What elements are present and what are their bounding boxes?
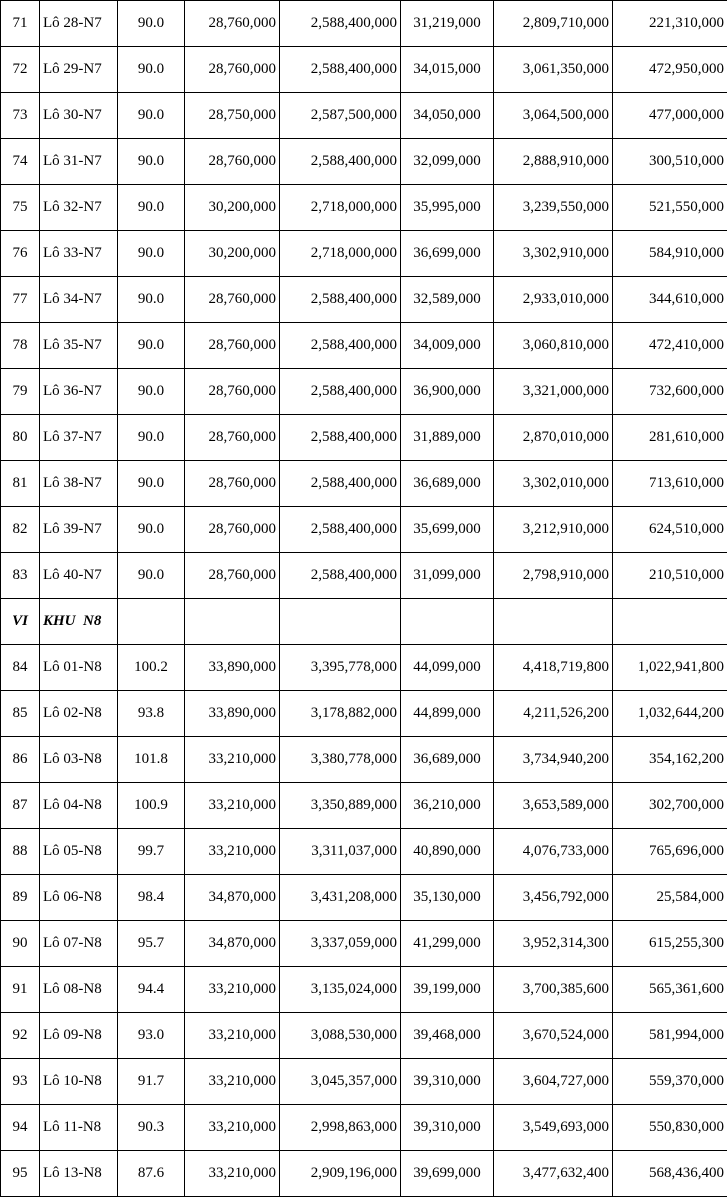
cell-area: 90.0 (118, 277, 185, 323)
cell-area: 90.0 (118, 47, 185, 93)
cell-difference: 615,255,300 (613, 921, 727, 967)
cell-total: 3,045,357,000 (280, 1059, 401, 1105)
cell-area: 90.0 (118, 323, 185, 369)
cell-price-per-m2: 33,210,000 (185, 1151, 280, 1197)
cell-total: 2,718,000,000 (280, 231, 401, 277)
cell-total-2: 3,302,010,000 (494, 461, 613, 507)
table-row (1, 323, 727, 369)
cell-lot: Lô 33-N7 (40, 231, 118, 277)
cell-lot: Lô 36-N7 (40, 369, 118, 415)
table-row (1, 1059, 727, 1105)
cell-difference: 1,032,644,200 (613, 691, 727, 737)
cell-total-2: 3,212,910,000 (494, 507, 613, 553)
table-row (1, 737, 727, 783)
cell-difference: 281,610,000 (613, 415, 727, 461)
cell-difference: 472,410,000 (613, 323, 727, 369)
cell-stt: 74 (1, 139, 40, 185)
cell-difference: 477,000,000 (613, 93, 727, 139)
table-row (1, 783, 727, 829)
empty-cell (185, 599, 280, 645)
table-row (1, 829, 727, 875)
cell-area: 90.0 (118, 139, 185, 185)
cell-total-2: 3,653,589,000 (494, 783, 613, 829)
cell-price-per-m2-2: 32,589,000 (401, 277, 494, 323)
table-row (1, 875, 727, 921)
cell-price-per-m2-2: 35,995,000 (401, 185, 494, 231)
cell-total-2: 2,809,710,000 (494, 1, 613, 47)
cell-price-per-m2: 30,200,000 (185, 185, 280, 231)
cell-total: 2,588,400,000 (280, 507, 401, 553)
cell-total-2: 3,670,524,000 (494, 1013, 613, 1059)
cell-price-per-m2-2: 40,890,000 (401, 829, 494, 875)
cell-total-2: 3,060,810,000 (494, 323, 613, 369)
cell-price-per-m2: 28,760,000 (185, 369, 280, 415)
table-row (1, 967, 727, 1013)
cell-area: 90.0 (118, 185, 185, 231)
cell-total: 2,588,400,000 (280, 1, 401, 47)
cell-total: 2,588,400,000 (280, 415, 401, 461)
cell-difference: 568,436,400 (613, 1151, 727, 1197)
cell-lot: Lô 32-N7 (40, 185, 118, 231)
cell-stt: 89 (1, 875, 40, 921)
table-row (1, 231, 727, 277)
cell-stt: 75 (1, 185, 40, 231)
table-body (1, 1, 727, 1197)
cell-difference: 624,510,000 (613, 507, 727, 553)
cell-difference: 732,600,000 (613, 369, 727, 415)
cell-area: 93.0 (118, 1013, 185, 1059)
table-row (1, 921, 727, 967)
cell-area: 90.0 (118, 231, 185, 277)
cell-total-2: 3,734,940,200 (494, 737, 613, 783)
table-row (1, 1151, 727, 1197)
table-row (1, 645, 727, 691)
cell-total-2: 4,211,526,200 (494, 691, 613, 737)
cell-lot: Lô 10-N8 (40, 1059, 118, 1105)
cell-difference: 210,510,000 (613, 553, 727, 599)
cell-area: 90.0 (118, 93, 185, 139)
cell-total: 3,311,037,000 (280, 829, 401, 875)
table-row (1, 1013, 727, 1059)
table-row (1, 185, 727, 231)
cell-total: 2,588,400,000 (280, 461, 401, 507)
cell-price-per-m2: 33,210,000 (185, 737, 280, 783)
cell-difference: 559,370,000 (613, 1059, 727, 1105)
cell-area: 99.7 (118, 829, 185, 875)
table-row (1, 139, 727, 185)
cell-total-2: 3,700,385,600 (494, 967, 613, 1013)
cell-price-per-m2: 33,890,000 (185, 691, 280, 737)
cell-price-per-m2: 33,210,000 (185, 1105, 280, 1151)
cell-lot: Lô 34-N7 (40, 277, 118, 323)
cell-lot: Lô 07-N8 (40, 921, 118, 967)
cell-area: 90.0 (118, 415, 185, 461)
cell-total: 2,588,400,000 (280, 47, 401, 93)
cell-area: 95.7 (118, 921, 185, 967)
cell-price-per-m2-2: 39,310,000 (401, 1059, 494, 1105)
cell-stt: 78 (1, 323, 40, 369)
cell-price-per-m2-2: 34,015,000 (401, 47, 494, 93)
cell-lot: Lô 28-N7 (40, 1, 118, 47)
cell-stt: 86 (1, 737, 40, 783)
empty-cell (494, 599, 613, 645)
cell-price-per-m2: 28,760,000 (185, 461, 280, 507)
cell-total-2: 3,321,000,000 (494, 369, 613, 415)
cell-stt: 77 (1, 277, 40, 323)
cell-difference: 581,994,000 (613, 1013, 727, 1059)
cell-total-2: 2,933,010,000 (494, 277, 613, 323)
cell-total: 2,588,400,000 (280, 323, 401, 369)
cell-lot: Lô 11-N8 (40, 1105, 118, 1151)
cell-price-per-m2: 28,760,000 (185, 323, 280, 369)
section-number: VI (1, 599, 40, 645)
cell-price-per-m2-2: 31,099,000 (401, 553, 494, 599)
cell-stt: 85 (1, 691, 40, 737)
cell-price-per-m2-2: 44,899,000 (401, 691, 494, 737)
cell-difference: 765,696,000 (613, 829, 727, 875)
table-row (1, 93, 727, 139)
cell-price-per-m2-2: 31,219,000 (401, 1, 494, 47)
cell-total-2: 3,302,910,000 (494, 231, 613, 277)
cell-price-per-m2: 33,210,000 (185, 829, 280, 875)
cell-area: 94.4 (118, 967, 185, 1013)
table-row (1, 1105, 727, 1151)
cell-lot: Lô 03-N8 (40, 737, 118, 783)
cell-price-per-m2: 28,760,000 (185, 47, 280, 93)
table-row (1, 461, 727, 507)
cell-total-2: 3,952,314,300 (494, 921, 613, 967)
table-row (1, 369, 727, 415)
cell-total-2: 3,477,632,400 (494, 1151, 613, 1197)
cell-lot: Lô 05-N8 (40, 829, 118, 875)
cell-price-per-m2: 34,870,000 (185, 875, 280, 921)
cell-stt: 79 (1, 369, 40, 415)
cell-price-per-m2: 28,760,000 (185, 139, 280, 185)
table-row (1, 47, 727, 93)
cell-area: 101.8 (118, 737, 185, 783)
cell-stt: 73 (1, 93, 40, 139)
cell-area: 93.8 (118, 691, 185, 737)
empty-cell (401, 599, 494, 645)
cell-lot: Lô 37-N7 (40, 415, 118, 461)
cell-lot: Lô 08-N8 (40, 967, 118, 1013)
cell-total: 3,350,889,000 (280, 783, 401, 829)
cell-price-per-m2: 33,210,000 (185, 1013, 280, 1059)
empty-cell (613, 599, 727, 645)
cell-total: 3,395,778,000 (280, 645, 401, 691)
cell-price-per-m2: 33,210,000 (185, 1059, 280, 1105)
cell-price-per-m2-2: 44,099,000 (401, 645, 494, 691)
cell-difference: 521,550,000 (613, 185, 727, 231)
cell-total-2: 4,418,719,800 (494, 645, 613, 691)
cell-stt: 87 (1, 783, 40, 829)
cell-stt: 84 (1, 645, 40, 691)
cell-total: 3,135,024,000 (280, 967, 401, 1013)
cell-difference: 221,310,000 (613, 1, 727, 47)
cell-total-2: 3,064,500,000 (494, 93, 613, 139)
cell-lot: Lô 02-N8 (40, 691, 118, 737)
cell-price-per-m2-2: 35,130,000 (401, 875, 494, 921)
cell-area: 90.0 (118, 507, 185, 553)
cell-difference: 1,022,941,800 (613, 645, 727, 691)
table-row (1, 507, 727, 553)
cell-total: 3,380,778,000 (280, 737, 401, 783)
table-row (1, 553, 727, 599)
cell-total: 3,337,059,000 (280, 921, 401, 967)
cell-difference: 550,830,000 (613, 1105, 727, 1151)
cell-price-per-m2-2: 39,199,000 (401, 967, 494, 1013)
cell-area: 90.0 (118, 369, 185, 415)
cell-stt: 72 (1, 47, 40, 93)
cell-total-2: 4,076,733,000 (494, 829, 613, 875)
cell-difference: 584,910,000 (613, 231, 727, 277)
cell-lot: Lô 30-N7 (40, 93, 118, 139)
cell-price-per-m2-2: 36,689,000 (401, 461, 494, 507)
cell-area: 90.0 (118, 553, 185, 599)
cell-total-2: 2,870,010,000 (494, 415, 613, 461)
cell-difference: 565,361,600 (613, 967, 727, 1013)
cell-area: 90.3 (118, 1105, 185, 1151)
cell-price-per-m2-2: 36,699,000 (401, 231, 494, 277)
cell-stt: 93 (1, 1059, 40, 1105)
cell-price-per-m2: 28,760,000 (185, 553, 280, 599)
cell-total-2: 3,239,550,000 (494, 185, 613, 231)
cell-total-2: 3,604,727,000 (494, 1059, 613, 1105)
cell-difference: 300,510,000 (613, 139, 727, 185)
cell-total: 2,998,863,000 (280, 1105, 401, 1151)
cell-difference: 713,610,000 (613, 461, 727, 507)
cell-price-per-m2: 28,760,000 (185, 277, 280, 323)
cell-price-per-m2-2: 39,468,000 (401, 1013, 494, 1059)
cell-stt: 95 (1, 1151, 40, 1197)
cell-price-per-m2: 33,210,000 (185, 967, 280, 1013)
cell-difference: 472,950,000 (613, 47, 727, 93)
cell-stt: 71 (1, 1, 40, 47)
cell-difference: 344,610,000 (613, 277, 727, 323)
empty-cell (118, 599, 185, 645)
cell-price-per-m2: 28,750,000 (185, 93, 280, 139)
cell-price-per-m2-2: 39,310,000 (401, 1105, 494, 1151)
cell-total: 2,588,400,000 (280, 277, 401, 323)
cell-price-per-m2-2: 36,900,000 (401, 369, 494, 415)
cell-difference: 302,700,000 (613, 783, 727, 829)
cell-price-per-m2-2: 39,699,000 (401, 1151, 494, 1197)
cell-price-per-m2: 33,890,000 (185, 645, 280, 691)
table-row (1, 277, 727, 323)
table-row (1, 415, 727, 461)
cell-price-per-m2-2: 36,689,000 (401, 737, 494, 783)
cell-total: 3,431,208,000 (280, 875, 401, 921)
cell-lot: Lô 13-N8 (40, 1151, 118, 1197)
cell-price-per-m2: 33,210,000 (185, 783, 280, 829)
cell-total-2: 3,061,350,000 (494, 47, 613, 93)
cell-difference: 25,584,000 (613, 875, 727, 921)
section-row (1, 599, 727, 645)
cell-price-per-m2: 34,870,000 (185, 921, 280, 967)
cell-price-per-m2: 28,760,000 (185, 1, 280, 47)
cell-lot: Lô 31-N7 (40, 139, 118, 185)
cell-price-per-m2-2: 31,889,000 (401, 415, 494, 461)
cell-total-2: 2,888,910,000 (494, 139, 613, 185)
cell-total: 2,718,000,000 (280, 185, 401, 231)
cell-total: 2,588,400,000 (280, 553, 401, 599)
cell-stt: 90 (1, 921, 40, 967)
cell-price-per-m2: 28,760,000 (185, 415, 280, 461)
cell-total: 3,088,530,000 (280, 1013, 401, 1059)
cell-stt: 76 (1, 231, 40, 277)
table-row (1, 691, 727, 737)
cell-lot: Lô 04-N8 (40, 783, 118, 829)
cell-price-per-m2: 30,200,000 (185, 231, 280, 277)
cell-total: 2,588,400,000 (280, 139, 401, 185)
cell-lot: Lô 29-N7 (40, 47, 118, 93)
cell-price-per-m2-2: 41,299,000 (401, 921, 494, 967)
cell-stt: 91 (1, 967, 40, 1013)
cell-price-per-m2-2: 36,210,000 (401, 783, 494, 829)
cell-price-per-m2: 28,760,000 (185, 507, 280, 553)
cell-price-per-m2-2: 32,099,000 (401, 139, 494, 185)
cell-area: 100.2 (118, 645, 185, 691)
cell-stt: 82 (1, 507, 40, 553)
cell-lot: Lô 06-N8 (40, 875, 118, 921)
cell-lot: Lô 09-N8 (40, 1013, 118, 1059)
cell-total: 2,587,500,000 (280, 93, 401, 139)
cell-stt: 92 (1, 1013, 40, 1059)
cell-total: 2,588,400,000 (280, 369, 401, 415)
cell-area: 91.7 (118, 1059, 185, 1105)
cell-area: 90.0 (118, 461, 185, 507)
section-title: KHU N8 (40, 599, 118, 645)
cell-area: 98.4 (118, 875, 185, 921)
cell-lot: Lô 35-N7 (40, 323, 118, 369)
cell-lot: Lô 40-N7 (40, 553, 118, 599)
cell-total-2: 3,549,693,000 (494, 1105, 613, 1151)
cell-lot: Lô 01-N8 (40, 645, 118, 691)
table-row (1, 1, 727, 47)
cell-total-2: 2,798,910,000 (494, 553, 613, 599)
cell-area: 87.6 (118, 1151, 185, 1197)
cell-price-per-m2-2: 34,050,000 (401, 93, 494, 139)
empty-cell (280, 599, 401, 645)
cell-stt: 81 (1, 461, 40, 507)
cell-price-per-m2-2: 35,699,000 (401, 507, 494, 553)
cell-lot: Lô 39-N7 (40, 507, 118, 553)
cell-area: 90.0 (118, 1, 185, 47)
cell-stt: 88 (1, 829, 40, 875)
cell-total-2: 3,456,792,000 (494, 875, 613, 921)
cell-lot: Lô 38-N7 (40, 461, 118, 507)
cell-stt: 83 (1, 553, 40, 599)
cell-stt: 94 (1, 1105, 40, 1151)
cell-total: 2,909,196,000 (280, 1151, 401, 1197)
cell-difference: 354,162,200 (613, 737, 727, 783)
cell-total: 3,178,882,000 (280, 691, 401, 737)
cell-price-per-m2-2: 34,009,000 (401, 323, 494, 369)
cell-stt: 80 (1, 415, 40, 461)
cell-area: 100.9 (118, 783, 185, 829)
